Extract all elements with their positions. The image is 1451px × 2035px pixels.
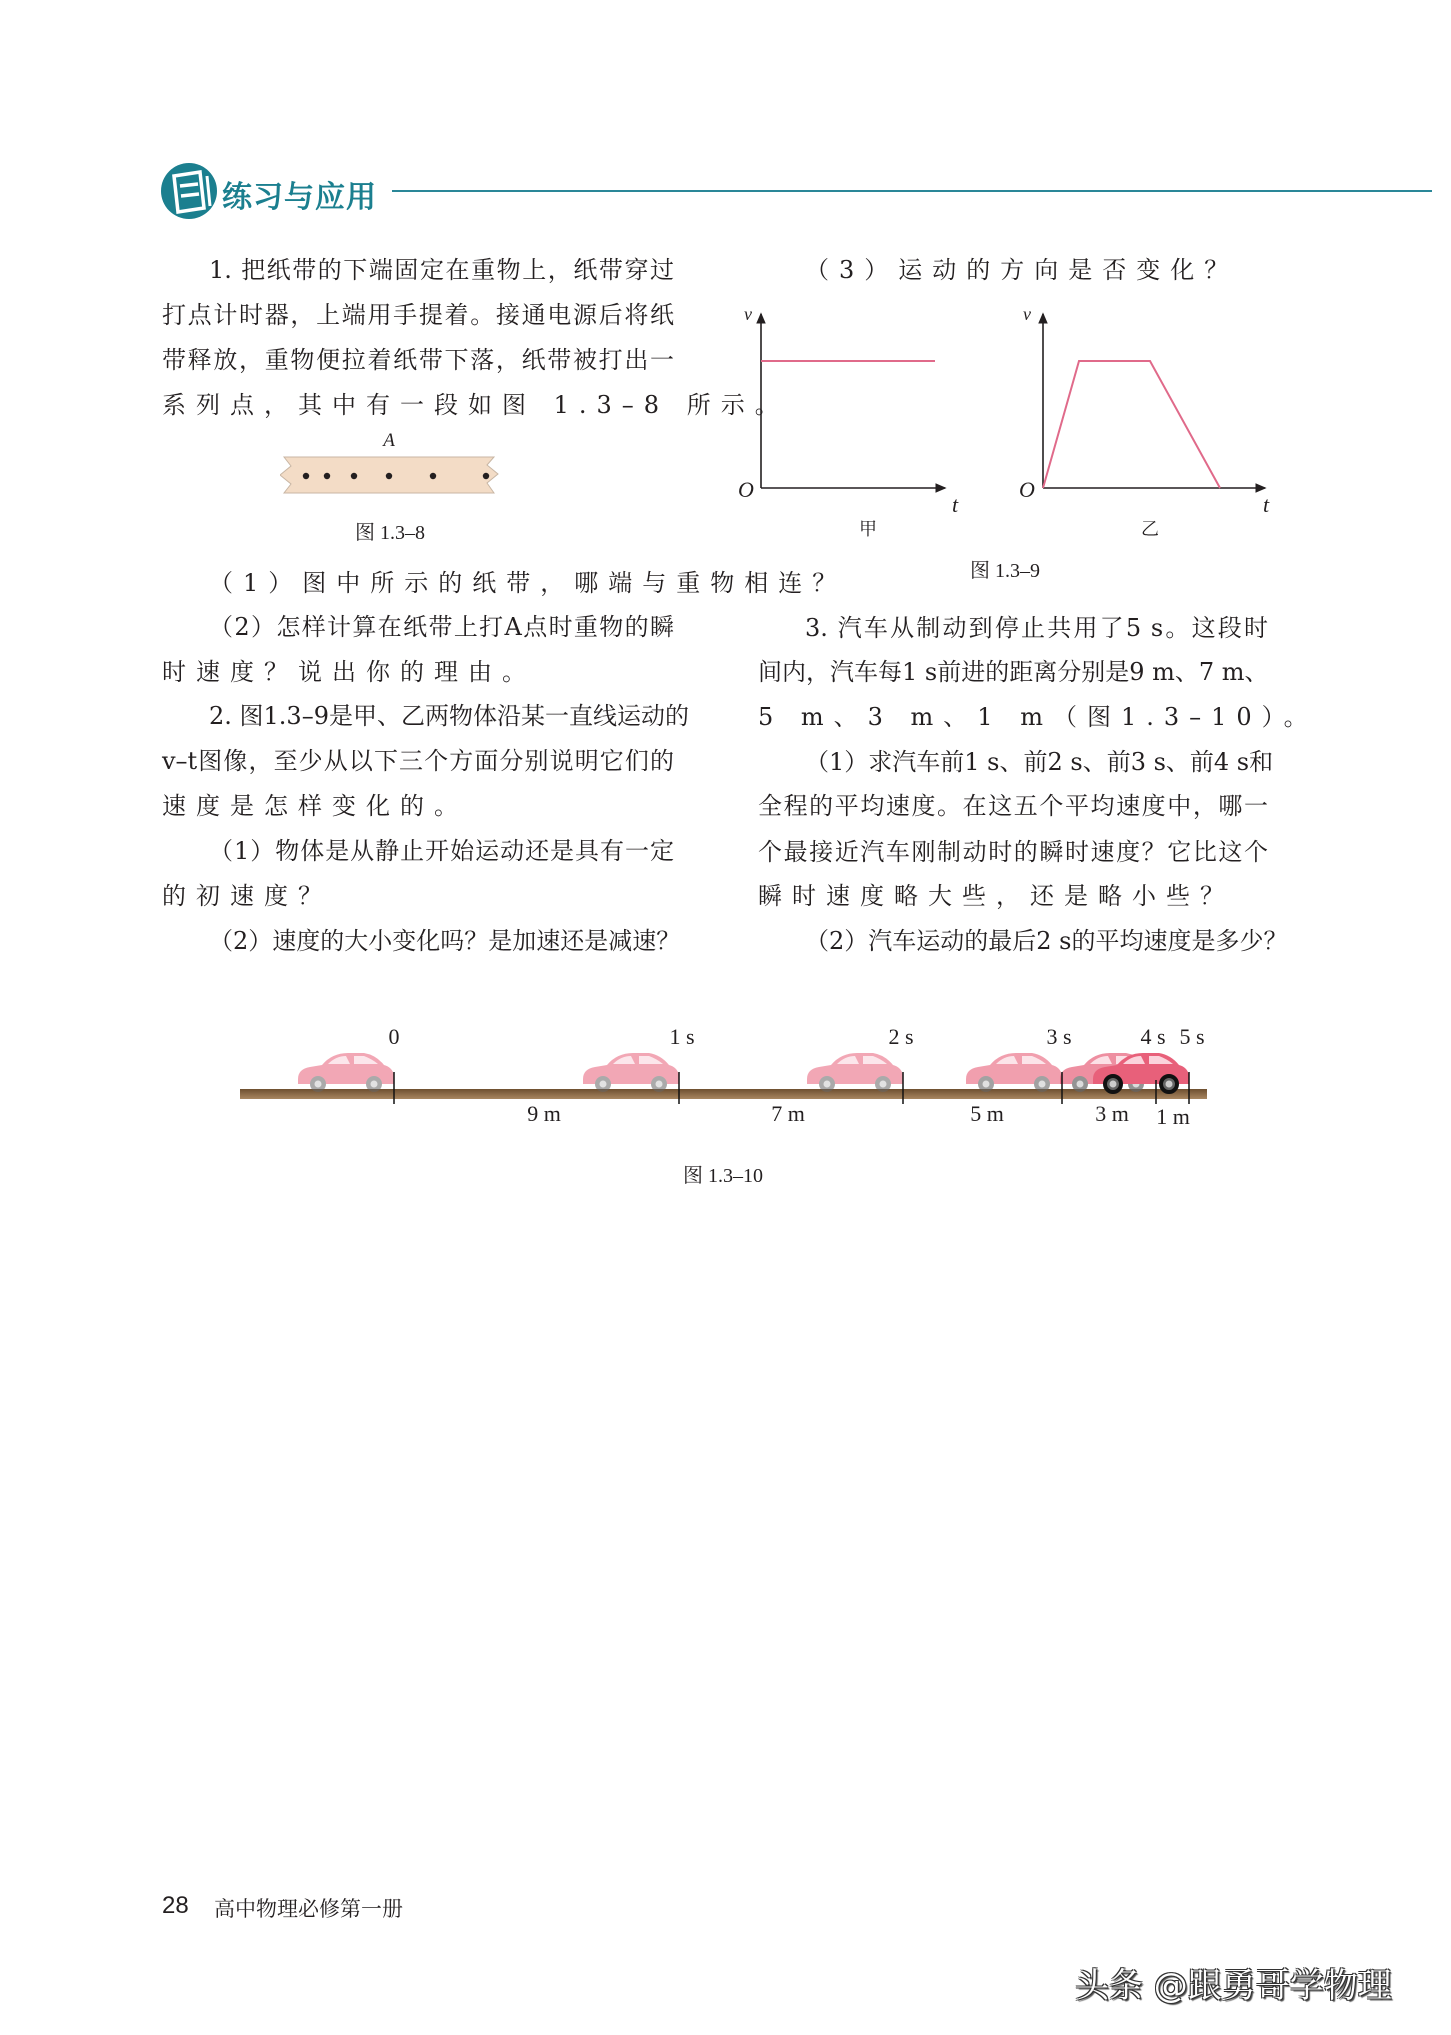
graph-jia-t-label: t [951, 492, 959, 517]
braking-car-figure [230, 1040, 1220, 1110]
graph-yi-line [1043, 361, 1220, 488]
figure-caption: 图 1.3–9 [970, 560, 1040, 582]
tape-dot [430, 473, 436, 479]
text-line: （1）图中所示的纸带，哪端与重物相连？ [209, 569, 847, 597]
text-line: 1. 把纸带的下端固定在重物上，纸带穿过 [209, 256, 674, 284]
distance-label: 5 m [970, 1101, 1004, 1126]
section-icon [160, 162, 218, 220]
graph-yi-name: 乙 [1141, 519, 1159, 539]
vt-graphs [730, 300, 1290, 510]
graph-yi-v-label: v [1023, 304, 1031, 324]
point-label-a: A [383, 430, 395, 451]
figure-caption: 图 1.3–10 [683, 1165, 763, 1187]
distance-label: 1 m [1156, 1104, 1190, 1129]
page-number: 28 [162, 1892, 189, 1919]
header-divider [392, 190, 1432, 192]
text-line: 的初速度？ [162, 882, 332, 910]
text-line: 2. 图1.3–9是甲、乙两物体沿某一直线运动的 [209, 702, 689, 730]
figure-caption: 图 1.3–8 [355, 522, 425, 544]
time-label: 2 s [888, 1024, 914, 1049]
text-line: 间内，汽车每1 s前进的距离分别是9 m、7 m、 [758, 658, 1269, 686]
tape-dot [303, 473, 309, 479]
distance-label: 3 m [1095, 1101, 1129, 1126]
text-line: 个最接近汽车刚制动时的瞬时速度？它比这个 [758, 838, 1268, 866]
text-line: 全程的平均速度。在这五个平均速度中，哪一 [758, 792, 1268, 820]
time-label: 1 s [669, 1024, 695, 1049]
text-line: 打点计时器，上端用手提着。接通电源后将纸 [162, 301, 674, 329]
tape-dot [351, 473, 357, 479]
text-line: （1）求汽车前1 s、前2 s、前3 s、前4 s和 [805, 748, 1274, 776]
car-t1 [583, 1053, 679, 1092]
text-line: 3. 汽车从制动到停止共用了5 s。这段时 [805, 614, 1268, 642]
time-label: 0 [388, 1024, 400, 1049]
book-title: 高中物理必修第一册 [214, 1897, 403, 1921]
distance-label: 9 m [527, 1101, 561, 1126]
car-t3 [966, 1053, 1062, 1092]
text-line: 5 m、3 m、1 m（图1.3–10）。 [758, 703, 1318, 731]
text-line: 速度是怎样变化的。 [162, 792, 468, 820]
text-line: v–t图像，至少从以下三个方面分别说明它们的 [162, 747, 674, 775]
distance-label: 7 m [771, 1101, 805, 1126]
graph-yi-origin: O [1019, 477, 1035, 502]
car-t0 [298, 1053, 394, 1092]
text-line: （3）运动的方向是否变化？ [805, 256, 1239, 284]
text-line: （1）物体是从静止开始运动还是具有一定 [209, 837, 674, 865]
tape-dot-a [386, 473, 392, 479]
graph-jia-v-label: v [744, 304, 752, 324]
text-line: 瞬时速度略大些，还是略小些？ [758, 882, 1234, 910]
text-line: 时速度？说出你的理由。 [162, 658, 536, 686]
text-line: （2）怎样计算在纸带上打A点时重物的瞬 [209, 613, 674, 641]
text-line: （2）速度的大小变化吗？是加速还是减速？ [209, 927, 681, 955]
graph-yi-t-label: t [1262, 492, 1270, 517]
car-t2 [807, 1053, 903, 1092]
tape-dot [324, 473, 330, 479]
text-line: 系列点，其中有一段如图 1.3–8 所示。 [162, 391, 789, 419]
time-label: 5 s [1179, 1024, 1205, 1049]
tape-dot [483, 473, 489, 479]
graph-jia-origin: O [738, 477, 754, 502]
watermark: 头条 @跟勇哥学物理 [1075, 1966, 1392, 2006]
section-title: 练习与应用 [222, 180, 377, 215]
graph-jia-name: 甲 [859, 519, 877, 539]
text-line: 带释放，重物便拉着纸带下落，纸带被打出一 [162, 346, 674, 374]
time-label: 3 s [1046, 1024, 1072, 1049]
time-label: 4 s [1140, 1024, 1166, 1049]
figure-paper-tape [280, 456, 502, 494]
paper-tape [280, 456, 502, 494]
text-line: （2）汽车运动的最后2 s的平均速度是多少？ [805, 927, 1288, 955]
